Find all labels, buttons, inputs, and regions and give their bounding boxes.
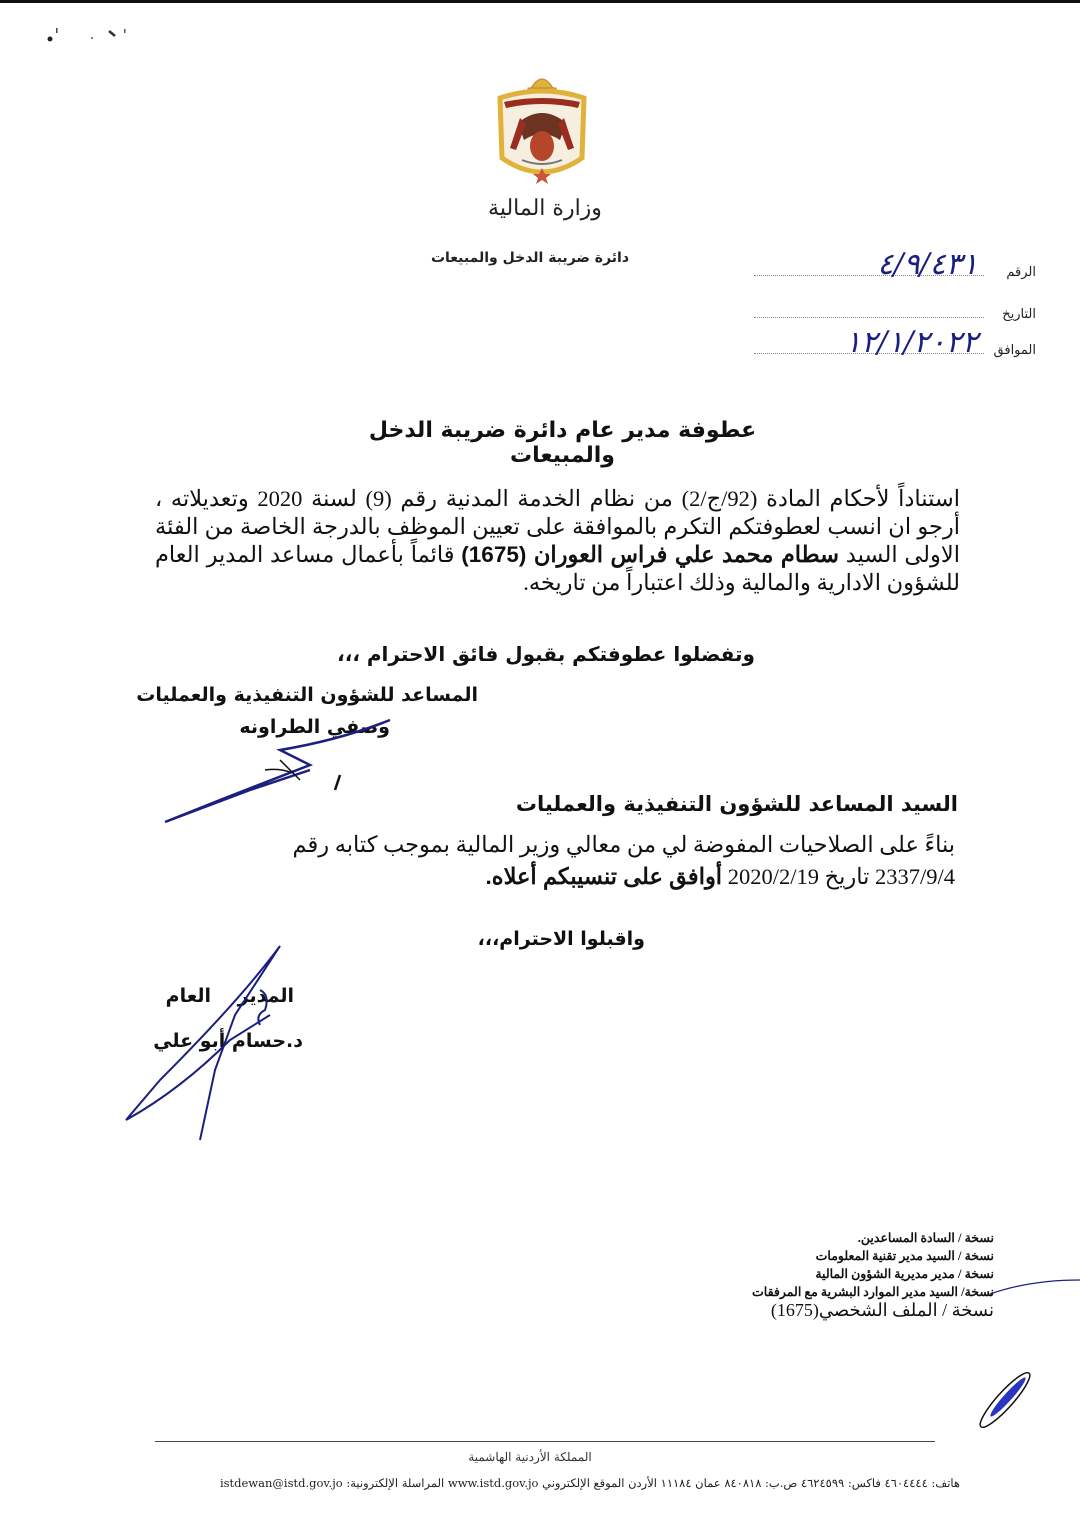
reference-row xyxy=(736,247,1036,282)
letter-subject: عطوفة مدير عام دائرة ضريبة الدخل والمبيعات xyxy=(368,418,757,468)
paragraph-part1: استناداً لأحكام المادة (92/ج/2) من نظام الخدمة المدنية رقم (9) لسنة 2020 وتعديلاته ، أرجو ان انسب لعطوفتكم التكرم بالموافقة على تعيين الموظف بالدرجة الخاصة من الفئة الاولى السيد xyxy=(155,486,960,567)
copy-item: نسخة/ السيد مدير الموارد البشرية مع المرفقات xyxy=(752,1285,994,1299)
letter-meta xyxy=(736,247,1036,362)
signature-assistant xyxy=(160,710,400,830)
letter-paragraph xyxy=(155,485,960,597)
copy-item: نسخة / السيد مدير تقنية المعلومات xyxy=(815,1249,994,1263)
footer-contact-details: هاتف: ٤٦٠٤٤٤٤ فاكس: ٤٦٢٤٥٩٩ ص.ب: ٨٤٠٨١٨ عمان ١١١٨٤ الأردن الموقع الإلكتروني xyxy=(542,1476,960,1490)
coat-of-arms-icon xyxy=(494,68,590,194)
ministry-name: وزارة المالية xyxy=(488,196,602,221)
copy-item: نسخة / مدير مديرية الشؤون المالية xyxy=(815,1267,994,1281)
scan-specks xyxy=(40,20,140,50)
signer-title: المساعد للشؤون التنفيذية والعمليات xyxy=(136,684,478,706)
copies-list xyxy=(694,1229,994,1319)
paragraph-part2: قائماً بأعمال مساعد المدير العام للشؤون الادارية والمالية وذلك اعتباراً من تاريخه. xyxy=(155,542,960,595)
initials-mark xyxy=(970,1365,1040,1435)
director-title: المدير العام xyxy=(165,985,294,1007)
footer-divider xyxy=(155,1441,935,1442)
department-name: دائرة ضريبة الدخل والمبيعات xyxy=(430,250,630,266)
corresponding-date-label: الموافق xyxy=(993,343,1036,358)
footer-email[interactable]: istdewan@istd.gov.jo xyxy=(219,1476,343,1490)
reference-label: الرقم xyxy=(1006,265,1036,280)
reply-addressee: السيد المساعد للشؤون التنفيذية والعمليات xyxy=(515,792,958,816)
copy-item: نسخة / الملف الشخصي(1675) xyxy=(770,1300,994,1320)
reply-closing: واقبلوا الاحترام،،، xyxy=(477,928,645,950)
reply-text xyxy=(210,829,955,893)
date-dotted-line xyxy=(754,317,984,318)
employee-name: سطام محمد علي فراس العوران (1675) xyxy=(461,542,839,567)
reply-approval: أوافق على تنسيبكم أعلاه. xyxy=(485,864,723,889)
director-name: د.حسام أبو علي xyxy=(153,1030,303,1052)
reference-value: ٤/٩/٤٣١ xyxy=(877,247,978,282)
letter-closing: وتفضلوا عطوفتكم بقبول فائق الاحترام ،،، xyxy=(337,642,755,666)
footer-contact xyxy=(130,1476,960,1490)
reply-text-part1: بناءً على الصلاحيات المفوضة لي من معالي وزير المالية بموجب كتابه رقم 2337/9/4 تاريخ 2020/2/19 xyxy=(292,832,955,889)
footer-website[interactable]: www.istd.gov.jo xyxy=(447,1476,539,1490)
footer-email-label: المراسلة الإلكترونية: xyxy=(346,1476,445,1490)
corresponding-date-value: ١٢/١/٢٠٢٢ xyxy=(844,325,978,360)
date-row xyxy=(736,294,1036,324)
corresponding-date-row xyxy=(736,325,1036,360)
copy-item: نسخة / السادة المساعدين. xyxy=(857,1231,994,1245)
footer-kingdom: المملكة الأردنية الهاشمية xyxy=(468,1450,592,1464)
copy-stroke xyxy=(990,1276,1080,1296)
date-label: التاريخ xyxy=(1002,307,1036,322)
scan-edge xyxy=(0,0,1080,3)
signer-name: وصفي الطراونه xyxy=(239,716,390,738)
signature-director xyxy=(120,940,300,1140)
